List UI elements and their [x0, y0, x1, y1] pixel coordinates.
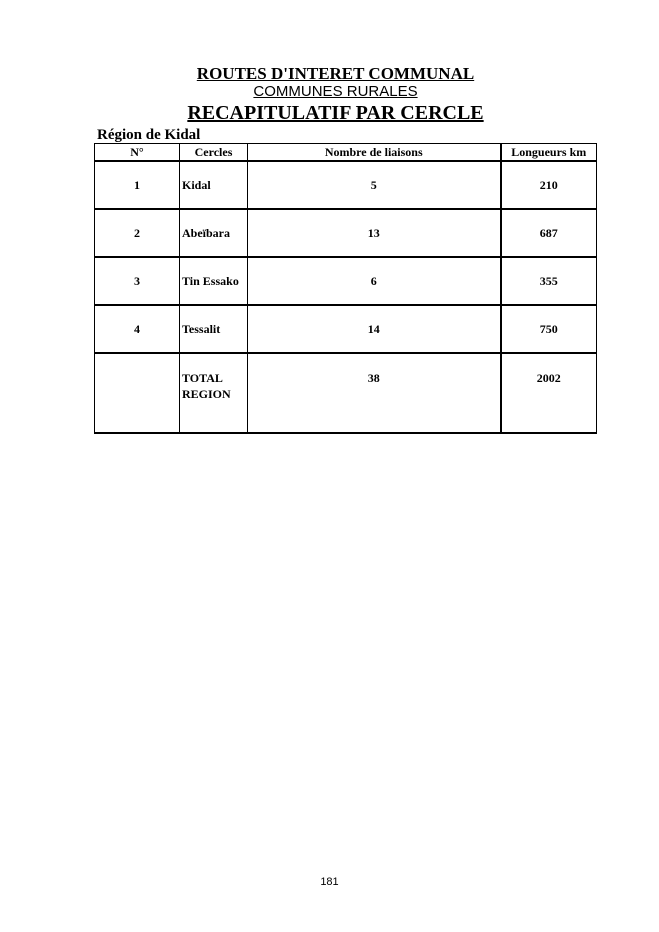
cell-cercle: Tessalit	[180, 305, 248, 353]
title-recapitulatif: RECAPITULATIF PAR CERCLE	[187, 102, 484, 124]
cell-liaisons: 14	[248, 305, 501, 353]
header-liaisons: Nombre de liaisons	[248, 144, 501, 162]
cell-num: 2	[95, 209, 180, 257]
cell-liaisons: 6	[248, 257, 501, 305]
table-header-row	[95, 144, 597, 162]
total-label-line2: REGION	[182, 387, 231, 401]
table-row	[95, 257, 597, 305]
subtitle-communes: COMMUNES RURALES	[253, 83, 418, 100]
cell-total-longueur: 2002	[501, 353, 597, 433]
cell-cercle: Kidal	[180, 161, 248, 209]
total-label-line1: TOTAL	[182, 371, 223, 385]
cell-cercle: Tin Essako	[180, 257, 248, 305]
cell-liaisons: 5	[248, 161, 501, 209]
document-title	[0, 64, 659, 126]
header-num: N°	[95, 144, 180, 162]
cell-cercle: Abeïbara	[180, 209, 248, 257]
cell-longueur: 687	[501, 209, 597, 257]
title-routes: ROUTES D'INTERET COMMUNAL	[196, 64, 475, 83]
cell-num: 4	[95, 305, 180, 353]
region-label: Région de Kidal	[97, 127, 201, 143]
cell-num-empty	[95, 353, 180, 433]
cell-longueur: 355	[501, 257, 597, 305]
cell-num: 3	[95, 257, 180, 305]
cell-num: 1	[95, 161, 180, 209]
cell-total-liaisons: 38	[248, 353, 501, 433]
header-longueurs: Longueurs km	[501, 144, 597, 162]
page-number: 181	[320, 876, 339, 888]
recap-table	[94, 143, 597, 434]
table-total-row	[95, 353, 597, 433]
cell-longueur: 210	[501, 161, 597, 209]
table-row	[95, 305, 597, 353]
table-row	[95, 209, 597, 257]
table-row	[95, 161, 597, 209]
cell-liaisons: 13	[248, 209, 501, 257]
cell-longueur: 750	[501, 305, 597, 353]
header-cercles: Cercles	[180, 144, 248, 162]
cell-total-label	[180, 353, 248, 433]
